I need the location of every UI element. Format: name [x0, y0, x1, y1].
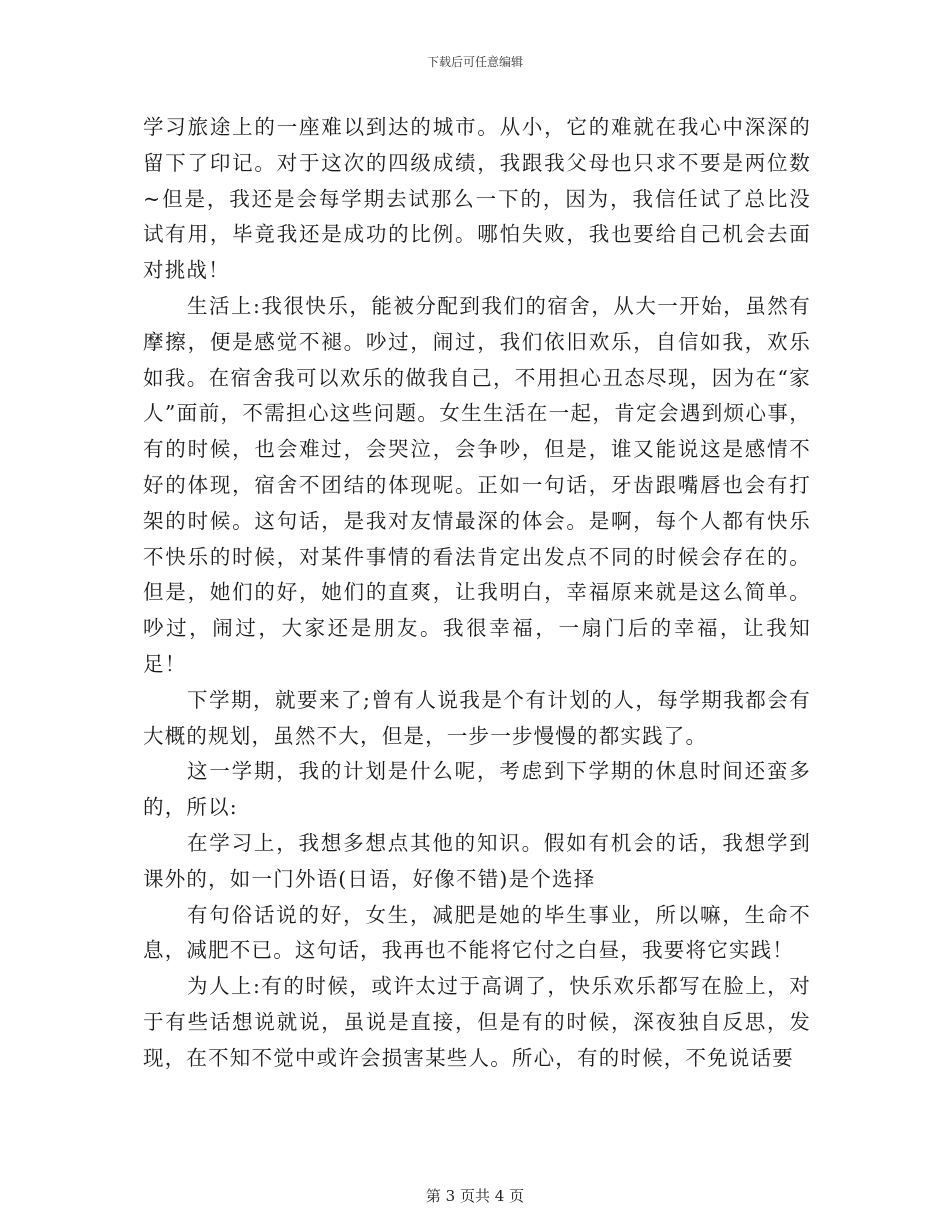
paragraph-plan: 这一学期，我的计划是什么呢，考虑到下学期的休息时间还蛮多的，所以: [143, 759, 811, 820]
paragraph-diet: 有句俗话说的好，女生，减肥是她的毕生事业，所以嘛，生命不息，减肥不已。这句话，我再也不能将它付之白昼，我要将它实践！ [143, 902, 811, 963]
paragraph-life: 生活上:我很快乐，能被分配到我们的宿舍，从大一开始，虽然有摩擦，便是感觉不褪。吵过，闹过，我们依旧欢乐，自信如我，欢乐如我。在宿舍我可以欢乐的做我自己，不用担心丑态尽现，因为在“家人”面前，不需担心这些问题。女生生活在一起，肯定会遇到烦心事，有的时候，也会难过，会哭泣，会争吵，但是，谁又能说这是感情不好的体现，宿舍不团结的体现呢。正如一句话，牙齿跟嘴唇也会有打架的时候。这句话，是我对友情最深的体会。是啊，每个人都有快乐不快乐的时候，对某件事情的看法肯定出发点不同的时候会存在的。但是，她们的好，她们的直爽，让我明白，幸福原来就是这么简单。吵过，闹过，大家还是朋友。我很幸福，一扇门后的幸福，让我知足！ [143, 293, 811, 676]
document-body [143, 110, 811, 1077]
paragraph-next-semester: 下学期，就要来了;曾有人说我是个有计划的人，每学期我都会有大概的规划，虽然不大，但是，一步一步慢慢的都实践了。 [143, 687, 811, 748]
page-header: 下载后可任意编辑 [426, 55, 523, 69]
paragraph-study-plan: 在学习上，我想多想点其他的知识。假如有机会的话，我想学到课外的，如一门外语(日语，好像不错)是个选择 [143, 830, 811, 891]
paragraph-study-continued: 学习旅途上的一座难以到达的城市。从小，它的难就在我心中深深的留下了印记。对于这次的四级成绩，我跟我父母也只求不要是两位数~但是，我还是会每学期去试那么一下的，因为，我信任试了总比没试有用，毕竟我还是成功的比例。哪怕失败，我也要给自己机会去面对挑战！ [143, 115, 811, 283]
paragraph-conduct: 为人上:有的时候，或许太过于高调了，快乐欢乐都写在脸上，对于有些话想说就说，虽说是直接，但是有的时候，深夜独自反思，发现，在不知不觉中或许会损害某些人。所心，有的时候，不免说话要 [143, 974, 811, 1070]
page-footer: 第 3 页共 4 页 [425, 1187, 525, 1205]
